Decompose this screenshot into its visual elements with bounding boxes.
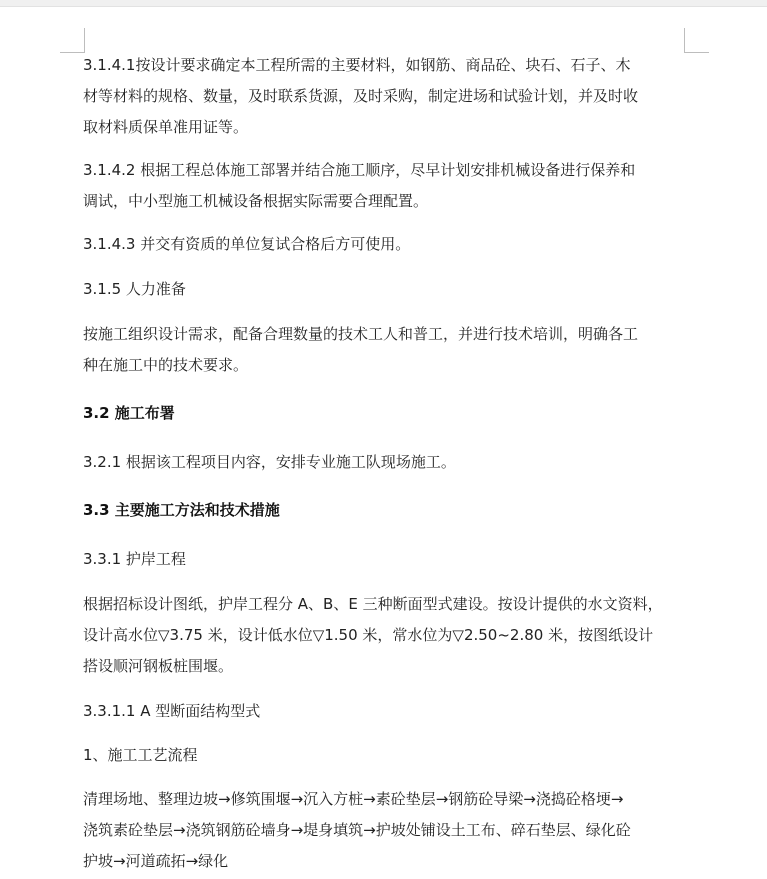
text-line: 种在施工中的技术要求。	[83, 356, 249, 374]
paragraph-3-2-1[interactable]	[83, 447, 693, 478]
text-line: 按施工组织设计需求，配备合理数量的技术工人和普工，并进行技术培训，明确各工	[83, 325, 639, 343]
text-line: 3.1.4.3 并交有资质的单位复试合格后方可使用。	[83, 235, 411, 253]
text-line: 材等材料的规格、数量，及时联系货源，及时采购，制定进场和试验计划，并及时收	[83, 87, 639, 105]
section-heading-3-3-1-1[interactable]	[83, 696, 693, 727]
paragraph-3-1-4-2[interactable]	[83, 155, 693, 217]
paragraph-3-1-4-1[interactable]	[83, 50, 693, 143]
page-top-edge	[0, 0, 767, 7]
paragraph-3-1-4-3[interactable]	[83, 229, 693, 260]
text-line: 搭设顺河钢板桩围堰。	[83, 657, 234, 675]
text-line: 3.3.1 护岸工程	[83, 550, 186, 568]
section-heading-3-3[interactable]	[83, 495, 693, 526]
paragraph-process-flow[interactable]	[83, 784, 693, 877]
text-line: 调试，中小型施工机械设备根据实际需要合理配置。	[83, 192, 429, 210]
paragraph-manpower[interactable]	[83, 319, 693, 381]
text-line: 设计高水位▽3.75 米，设计低水位▽1.50 米，常水位为▽2.50~2.80 米，按图纸设计	[83, 626, 654, 644]
text-line: 3.2 施工布署	[83, 404, 175, 422]
text-line: 3.3 主要施工方法和技术措施	[83, 501, 280, 519]
text-line: 清理场地、整理边坡→修筑围堰→沉入方桩→素砼垫层→钢筋砼导梁→浇捣砼格埂→	[83, 790, 624, 808]
text-line: 1、施工工艺流程	[83, 746, 198, 764]
margin-corner-mark-left	[60, 28, 85, 53]
text-line: 护坡→河道疏拓→绿化	[83, 852, 229, 870]
text-line: 浇筑素砼垫层→浇筑钢筋砼墙身→堤身填筑→护坡处铺设土工布、碎石垫层、绿化砼	[83, 821, 631, 839]
section-heading-3-3-1[interactable]	[83, 544, 693, 575]
text-line: 3.2.1 根据该工程项目内容，安排专业施工队现场施工。	[83, 453, 456, 471]
text-line: 3.1.5 人力准备	[83, 280, 186, 298]
text-line: 取材料质保单准用证等。	[83, 118, 249, 136]
text-line: 3.1.4.2 根据工程总体施工部署并结合施工顺序，尽早计划安排机械设备进行保养和	[83, 161, 636, 179]
text-line: 根据招标设计图纸，护岸工程分 A、B、E 三种断面型式建设。按设计提供的水文资料，	[83, 595, 663, 613]
list-heading-process-flow[interactable]	[83, 740, 693, 771]
section-heading-3-1-5[interactable]	[83, 274, 693, 305]
paragraph-revetment[interactable]	[83, 589, 693, 682]
text-line: 3.1.4.1按设计要求确定本工程所需的主要材料，如钢筋、商品砼、块石、石子、木	[83, 56, 631, 74]
text-line: 3.3.1.1 A 型断面结构型式	[83, 702, 261, 720]
section-heading-3-2[interactable]	[83, 398, 693, 429]
